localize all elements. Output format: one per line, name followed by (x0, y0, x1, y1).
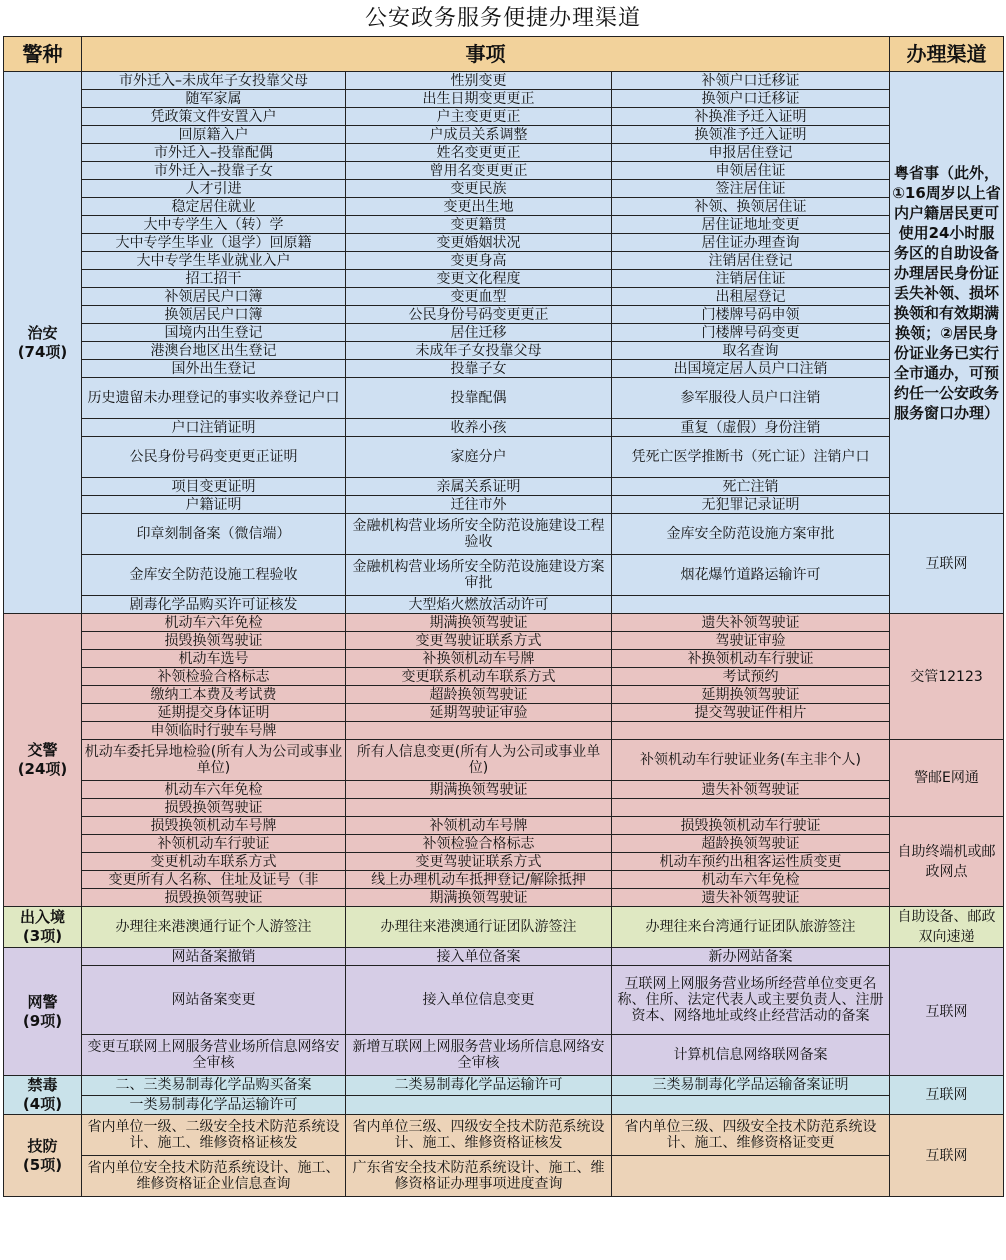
item-cell (612, 596, 890, 614)
channel-cell: 互联网 (890, 514, 1004, 614)
police-type-name: 出入境 (19, 908, 65, 926)
table-row (4, 72, 1004, 90)
police-type-cell (4, 907, 82, 948)
item-cell: 线上办理机动车抵押登记/解除抵押 (346, 871, 612, 889)
item-cell: 变更婚姻状况 (346, 234, 612, 252)
item-cell: 变更驾驶证联系方式 (346, 632, 612, 650)
table-row (4, 108, 1004, 126)
table-row (4, 288, 1004, 306)
item-cell: 变更血型 (346, 288, 612, 306)
item-cell: 变更民族 (346, 180, 612, 198)
item-cell: 变更联系机动车联系方式 (346, 668, 612, 686)
police-type-count: (5项) (22, 1155, 63, 1174)
item-cell: 投靠配偶 (346, 378, 612, 419)
item-cell: 机动车六年免检 (82, 781, 346, 799)
item-cell: 补换准予迁入证明 (612, 108, 890, 126)
table-row (4, 342, 1004, 360)
item-cell: 出租屋登记 (612, 288, 890, 306)
item-cell: 变更所有人名称、住址及证号（非 (82, 871, 346, 889)
item-cell: 超龄换领驾驶证 (346, 686, 612, 704)
item-cell: 重复（虚假）身份注销 (612, 419, 890, 437)
table-row (4, 740, 1004, 781)
channel-cell: 自助终端机或邮政网点 (890, 817, 1004, 907)
item-cell: 家庭分户 (346, 437, 612, 478)
item-cell: 期满换领驾驶证 (346, 889, 612, 907)
item-cell: 接入单位信息变更 (346, 966, 612, 1035)
item-cell: 大中专学生毕业就业入户 (82, 252, 346, 270)
item-cell: 市外迁入–未成年子女投靠父母 (82, 72, 346, 90)
table-row (4, 324, 1004, 342)
item-cell: 省内单位一级、二级安全技术防范系统设计、施工、维修资格证核发 (82, 1115, 346, 1156)
table-row (4, 632, 1004, 650)
item-cell: 凭死亡医学推断书（死亡证）注销户口 (612, 437, 890, 478)
item-cell: 补领机动车号牌 (346, 817, 612, 835)
police-type-cell (4, 1076, 82, 1115)
item-cell: 机动车委托异地检验(所有人为公司或事业单位) (82, 740, 346, 781)
item-cell: 换领准予迁入证明 (612, 126, 890, 144)
item-cell: 补换领机动车号牌 (346, 650, 612, 668)
item-cell: 金库安全防范设施方案审批 (612, 514, 890, 555)
item-cell: 办理往来台湾通行证团队旅游签注 (612, 907, 890, 948)
table-row (4, 686, 1004, 704)
item-cell: 大中专学生毕业（退学）回原籍 (82, 234, 346, 252)
table-row (4, 437, 1004, 478)
table-body (4, 72, 1004, 1197)
table-row (4, 853, 1004, 871)
table-row (4, 907, 1004, 948)
table-row (4, 781, 1004, 799)
table-row (4, 614, 1004, 632)
item-cell: 办理往来港澳通行证团队游签注 (346, 907, 612, 948)
item-cell: 期满换领驾驶证 (346, 614, 612, 632)
item-cell: 一类易制毒化学品运输许可 (82, 1095, 346, 1115)
channel-cell: 粤省事（此外，①16周岁以上省内户籍居民更可使用24小时服务区的自助设备办理居民身份证丢失补领、损坏换领和有效期满换领；②居民身份证业务已实行全市通办，可预约任一公安政务服务窗口办理） (890, 72, 1004, 514)
police-type-count: (3项) (22, 927, 63, 945)
item-cell (346, 799, 612, 817)
item-cell: 变更驾驶证联系方式 (346, 853, 612, 871)
item-cell: 金融机构营业场所安全防范设施建设方案审批 (346, 555, 612, 596)
header-type: 警种 (4, 37, 82, 72)
table-row (4, 1156, 1004, 1197)
police-type-name: 禁毒 (27, 1076, 58, 1094)
table-row (4, 419, 1004, 437)
item-cell: 互联网上网服务营业场所经营单位变更名称、住所、法定代表人或主要负责人、注册资本、网络地址或终止经营活动的备案 (612, 966, 890, 1035)
item-cell: 办理往来港澳通行证个人游签注 (82, 907, 346, 948)
item-cell: 迁往市外 (346, 496, 612, 514)
item-cell: 性别变更 (346, 72, 612, 90)
table-header-row (4, 37, 1004, 72)
table-row (4, 966, 1004, 1035)
table-row (4, 722, 1004, 740)
item-cell: 遗失补领驾驶证 (612, 614, 890, 632)
item-cell: 取名查询 (612, 342, 890, 360)
police-type-name: 网警 (27, 992, 58, 1011)
table-row (4, 478, 1004, 496)
item-cell: 考试预约 (612, 668, 890, 686)
item-cell: 亲属关系证明 (346, 478, 612, 496)
item-cell: 凭政策文件安置入户 (82, 108, 346, 126)
item-cell: 死亡注销 (612, 478, 890, 496)
table-row (4, 234, 1004, 252)
police-type-count: (24项) (17, 760, 68, 778)
item-cell: 曾用名变更更正 (346, 162, 612, 180)
table-row (4, 1115, 1004, 1156)
item-cell: 大型焰火燃放活动许可 (346, 596, 612, 614)
table-row (4, 270, 1004, 288)
item-cell: 二类易制毒化学品运输许可 (346, 1076, 612, 1096)
item-cell: 港澳台地区出生登记 (82, 342, 346, 360)
item-cell: 二、三类易制毒化学品购买备案 (82, 1076, 346, 1096)
item-cell: 大中专学生入（转）学 (82, 216, 346, 234)
item-cell: 补换领机动车行驶证 (612, 650, 890, 668)
table-row (4, 496, 1004, 514)
police-type-count: (9项) (22, 1011, 63, 1030)
item-cell: 延期换领驾驶证 (612, 686, 890, 704)
item-cell: 换领居民户口簿 (82, 306, 346, 324)
item-cell (346, 722, 612, 740)
item-cell: 申领临时行驶车号牌 (82, 722, 346, 740)
police-type-cell (4, 614, 82, 907)
police-type-name: 交警 (27, 741, 58, 759)
service-table (3, 36, 1004, 1197)
item-cell: 机动车选号 (82, 650, 346, 668)
item-cell: 所有人信息变更(所有人为公司或事业单位) (346, 740, 612, 781)
item-cell: 延期驾驶证审验 (346, 704, 612, 722)
table-row (4, 216, 1004, 234)
item-cell: 项目变更证明 (82, 478, 346, 496)
item-cell: 门楼牌号码申领 (612, 306, 890, 324)
item-cell: 缴纳工本费及考试费 (82, 686, 346, 704)
item-cell: 随军家属 (82, 90, 346, 108)
police-type-count: (74项) (17, 342, 68, 361)
header-channel: 办理渠道 (890, 37, 1004, 72)
item-cell: 期满换领驾驶证 (346, 781, 612, 799)
table-row (4, 1035, 1004, 1076)
item-cell: 申报居住登记 (612, 144, 890, 162)
police-type-cell (4, 72, 82, 614)
item-cell: 变更机动车联系方式 (82, 853, 346, 871)
item-cell: 未成年子女投靠父母 (346, 342, 612, 360)
item-cell: 换领户口迁移证 (612, 90, 890, 108)
item-cell: 延期提交身体证明 (82, 704, 346, 722)
item-cell: 提交驾驶证件相片 (612, 704, 890, 722)
table-row (4, 378, 1004, 419)
item-cell: 市外迁入–投靠子女 (82, 162, 346, 180)
table-row (4, 144, 1004, 162)
item-cell: 补领居民户口簿 (82, 288, 346, 306)
item-cell: 遗失补领驾驶证 (612, 889, 890, 907)
item-cell: 户籍证明 (82, 496, 346, 514)
item-cell: 公民身份号码变更更正 (346, 306, 612, 324)
table-row (4, 252, 1004, 270)
item-cell: 损毁换领驾驶证 (82, 632, 346, 650)
item-cell (612, 722, 890, 740)
item-cell: 补领检验合格标志 (82, 668, 346, 686)
item-cell: 市外迁入–投靠配偶 (82, 144, 346, 162)
police-type-name: 治安 (27, 323, 58, 342)
item-cell: 金融机构营业场所安全防范设施建设工程验收 (346, 514, 612, 555)
item-cell: 招工招干 (82, 270, 346, 288)
item-cell: 变更身高 (346, 252, 612, 270)
item-cell: 出国境定居人员户口注销 (612, 360, 890, 378)
item-cell: 新办网站备案 (612, 948, 890, 966)
table-row (4, 1095, 1004, 1115)
table-row (4, 799, 1004, 817)
table-row (4, 871, 1004, 889)
item-cell: 收养小孩 (346, 419, 612, 437)
item-cell: 补领机动车行驶证业务(车主非个人) (612, 740, 890, 781)
item-cell: 签注居住证 (612, 180, 890, 198)
police-type-cell (4, 948, 82, 1076)
channel-cell: 自助设备、邮政双向速递 (890, 907, 1004, 948)
item-cell: 计算机信息网络联网备案 (612, 1035, 890, 1076)
item-cell: 广东省安全技术防范系统设计、施工、维修资格证办理事项进度查询 (346, 1156, 612, 1197)
item-cell: 损毁换领驾驶证 (82, 799, 346, 817)
table-row (4, 555, 1004, 596)
item-cell: 三类易制毒化学品运输备案证明 (612, 1076, 890, 1096)
item-cell: 申领居住证 (612, 162, 890, 180)
item-cell (612, 1156, 890, 1197)
table-row (4, 948, 1004, 966)
channel-cell: 交管12123 (890, 614, 1004, 740)
page-title: 公安政务服务便捷办理渠道 (364, 6, 641, 31)
item-cell (612, 799, 890, 817)
item-cell (612, 1095, 890, 1115)
channel-cell: 互联网 (890, 948, 1004, 1076)
item-cell: 门楼牌号码变更 (612, 324, 890, 342)
item-cell: 历史遗留未办理登记的事实收养登记户口 (82, 378, 346, 419)
item-cell: 参军服役人员户口注销 (612, 378, 890, 419)
police-type-count: (4项) (22, 1095, 63, 1113)
item-cell: 户口注销证明 (82, 419, 346, 437)
item-cell: 国外出生登记 (82, 360, 346, 378)
table-row (4, 126, 1004, 144)
item-cell: 公民身份号码变更更正证明 (82, 437, 346, 478)
item-cell: 损毁换领机动车号牌 (82, 817, 346, 835)
item-cell: 新增互联网上网服务营业场所信息网络安全审核 (346, 1035, 612, 1076)
item-cell: 人才引进 (82, 180, 346, 198)
table-row (4, 704, 1004, 722)
item-cell: 省内单位三级、四级安全技术防范系统设计、施工、维修资格证核发 (346, 1115, 612, 1156)
table-row (4, 180, 1004, 198)
item-cell: 网站备案变更 (82, 966, 346, 1035)
item-cell: 遗失补领驾驶证 (612, 781, 890, 799)
table-row (4, 889, 1004, 907)
item-cell: 补领、换领居住证 (612, 198, 890, 216)
item-cell: 居住证办理查询 (612, 234, 890, 252)
item-cell: 剧毒化学品购买许可证核发 (82, 596, 346, 614)
item-cell: 超龄换领驾驶证 (612, 835, 890, 853)
item-cell: 居住证地址变更 (612, 216, 890, 234)
item-cell: 变更籍贯 (346, 216, 612, 234)
table-row (4, 162, 1004, 180)
item-cell: 机动车预约出租客运性质变更 (612, 853, 890, 871)
item-cell (346, 1095, 612, 1115)
header-items: 事项 (82, 37, 890, 72)
channel-cell: 互联网 (890, 1115, 1004, 1197)
table-row (4, 835, 1004, 853)
item-cell: 户成员关系调整 (346, 126, 612, 144)
item-cell: 户主变更更正 (346, 108, 612, 126)
item-cell: 印章刻制备案（微信端） (82, 514, 346, 555)
item-cell: 烟花爆竹道路运输许可 (612, 555, 890, 596)
item-cell: 变更互联网上网服务营业场所信息网络安全审核 (82, 1035, 346, 1076)
item-cell: 姓名变更更正 (346, 144, 612, 162)
item-cell: 变更文化程度 (346, 270, 612, 288)
item-cell: 居住迁移 (346, 324, 612, 342)
item-cell: 注销居住登记 (612, 252, 890, 270)
item-cell: 国境内出生登记 (82, 324, 346, 342)
table-row (4, 1076, 1004, 1096)
item-cell: 机动车六年免检 (82, 614, 346, 632)
item-cell: 补领户口迁移证 (612, 72, 890, 90)
table-row (4, 514, 1004, 555)
item-cell: 出生日期变更更正 (346, 90, 612, 108)
item-cell: 机动车六年免检 (612, 871, 890, 889)
channel-cell: 警邮E网通 (890, 740, 1004, 817)
item-cell: 注销居住证 (612, 270, 890, 288)
table-row (4, 668, 1004, 686)
item-cell: 接入单位备案 (346, 948, 612, 966)
table-row (4, 817, 1004, 835)
table-row (4, 650, 1004, 668)
item-cell: 金库安全防范设施工程验收 (82, 555, 346, 596)
item-cell: 省内单位安全技术防范系统设计、施工、维修资格证企业信息查询 (82, 1156, 346, 1197)
table-row (4, 596, 1004, 614)
item-cell: 补领机动车行驶证 (82, 835, 346, 853)
item-cell: 省内单位三级、四级安全技术防范系统设计、施工、维修资格证变更 (612, 1115, 890, 1156)
item-cell: 网站备案撤销 (82, 948, 346, 966)
item-cell: 稳定居住就业 (82, 198, 346, 216)
police-type-cell (4, 1115, 82, 1197)
item-cell: 损毁换领机动车行驶证 (612, 817, 890, 835)
police-type-name: 技防 (27, 1136, 58, 1155)
item-cell: 变更出生地 (346, 198, 612, 216)
item-cell: 回原籍入户 (82, 126, 346, 144)
table-row (4, 198, 1004, 216)
item-cell: 损毁换领驾驶证 (82, 889, 346, 907)
channel-cell: 互联网 (890, 1076, 1004, 1115)
table-row (4, 306, 1004, 324)
item-cell: 无犯罪记录证明 (612, 496, 890, 514)
item-cell: 补领检验合格标志 (346, 835, 612, 853)
item-cell: 投靠子女 (346, 360, 612, 378)
table-row (4, 360, 1004, 378)
item-cell: 驾驶证审验 (612, 632, 890, 650)
table-row (4, 90, 1004, 108)
